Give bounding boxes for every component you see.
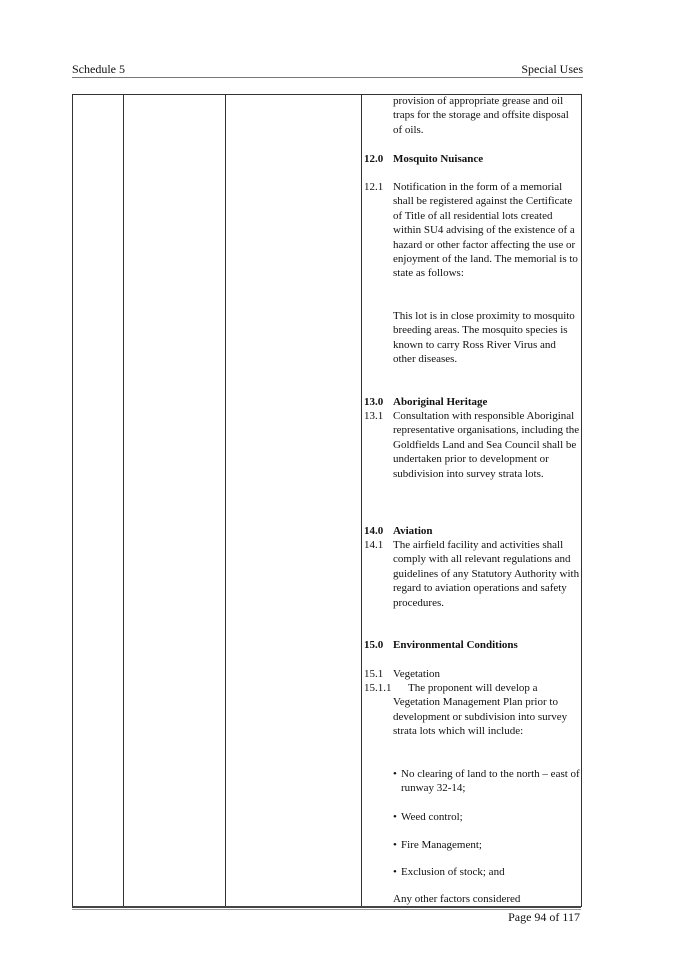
- quote-text: This lot is in close proximity to mosquito breeding areas. The mosquito species is known to carry Ross River Virus and other diseases.: [393, 310, 575, 366]
- bullet-text: No clearing of land to the north – east of runway 32-14;: [401, 768, 580, 795]
- paragraph-text: Any other factors considered: [393, 893, 521, 905]
- page-number: Page 94 of 117: [508, 910, 580, 924]
- paragraph-text: provision of appropriate grease and oil traps for the storage and offsite disposal of oils.: [393, 95, 569, 136]
- clause-text: Consultation with responsible Aboriginal representative organisations, including the Goldfields Land and Sea Council shall be undertaken prior to development or subdivision into survey strata lots.: [393, 410, 580, 480]
- table-bottom-rule: [72, 906, 581, 908]
- table-bottom-rule-thin: [72, 909, 581, 910]
- bullet-icon: •: [393, 839, 397, 851]
- bullet-icon: •: [393, 811, 397, 823]
- bullet-text: Exclusion of stock; and: [401, 866, 505, 878]
- clause-number: 15.1: [364, 668, 384, 680]
- clause-number: 14.1: [364, 539, 384, 551]
- section-number: 14.0: [364, 525, 384, 537]
- section-title: Aboriginal Heritage: [393, 396, 488, 408]
- section-title: Environmental Conditions: [393, 639, 518, 651]
- table-column-divider: [123, 94, 124, 906]
- bullet-text: Weed control;: [401, 811, 463, 823]
- section-title: Aviation: [393, 525, 433, 537]
- header-left: Schedule 5: [72, 62, 125, 76]
- header-rule: [72, 77, 583, 78]
- bullet-icon: •: [393, 866, 397, 878]
- clause-text: Vegetation: [393, 668, 441, 680]
- clause-text-first-line: The proponent will develop a: [408, 682, 538, 694]
- section-title: Mosquito Nuisance: [393, 153, 484, 165]
- section-number: 15.0: [364, 639, 384, 651]
- header-right: Special Uses: [521, 62, 583, 76]
- clause-text: Notification in the form of a memorial shall be registered against the Certificate of Title of all residential lots created within SU4 advising of the existence of a hazard or other factor affecting the use or enjoyment of the land. The memorial is to state as follows:: [393, 181, 578, 280]
- bullet-text: Fire Management;: [401, 839, 482, 851]
- clause-text: The airfield facility and activities shall comply with all relevant regulations and guidelines of any Statutory Authority with regard to aviation operations and safety procedures.: [393, 539, 580, 609]
- conditions-column: [362, 94, 580, 906]
- clause-text: Vegetation Management Plan prior to development or subdivision into survey strata lots which will include:: [393, 696, 568, 738]
- bullet-icon: •: [393, 768, 397, 780]
- clause-number: 15.1.1: [364, 682, 392, 694]
- section-number: 12.0: [364, 153, 384, 165]
- clause-number: 12.1: [364, 181, 384, 193]
- section-number: 13.0: [364, 396, 384, 408]
- clause-number: 13.1: [364, 410, 384, 422]
- table-column-divider: [225, 94, 226, 906]
